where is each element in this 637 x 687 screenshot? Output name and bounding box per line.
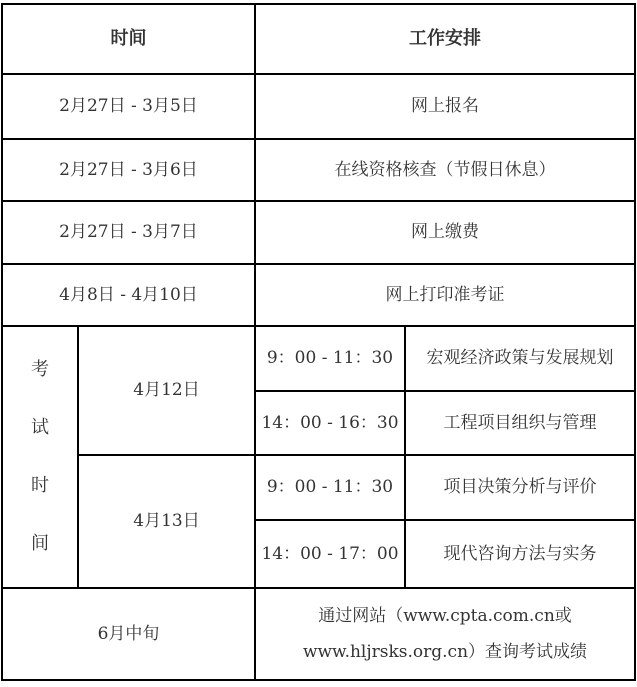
session-subject: 项目决策分析与评价 — [405, 455, 635, 520]
row-task: 网上缴费 — [255, 201, 635, 264]
exam-time-label — [2, 326, 78, 588]
table-row — [2, 201, 635, 264]
row-task: 网上打印准考证 — [255, 264, 635, 326]
exam-label-char: 试 — [31, 417, 49, 438]
schedule-table — [1, 3, 636, 681]
session-subject: 宏观经济政策与发展规划 — [405, 326, 635, 391]
result-time: 6月中旬 — [2, 588, 255, 680]
exam-label-char: 间 — [31, 533, 49, 554]
header-time: 时间 — [2, 4, 255, 74]
row-task: 网上报名 — [255, 74, 635, 139]
table-row — [2, 139, 635, 201]
row-time: 2月27日 - 3月5日 — [2, 74, 255, 139]
result-task-line: www.hljrsks.org.cn）查询考试成绩 — [302, 642, 588, 662]
exam-date: 4月13日 — [78, 455, 255, 588]
table-header-row — [2, 4, 635, 74]
session-time: 9：00 - 11：30 — [255, 326, 405, 391]
result-task — [255, 588, 635, 680]
header-arrangement: 工作安排 — [255, 4, 635, 74]
table-row — [2, 264, 635, 326]
exam-date: 4月12日 — [78, 326, 255, 455]
session-time: 14：00 - 16：30 — [255, 391, 405, 455]
row-time: 2月27日 - 3月6日 — [2, 139, 255, 201]
row-task: 在线资格核查（节假日休息） — [255, 139, 635, 201]
exam-row — [2, 326, 635, 391]
session-time: 9：00 - 11：30 — [255, 455, 405, 520]
session-subject: 工程项目组织与管理 — [405, 391, 635, 455]
result-task-line: 通过网站（www.cpta.com.cn或 — [318, 606, 572, 626]
row-time: 2月27日 - 3月7日 — [2, 201, 255, 264]
table-row — [2, 588, 635, 680]
exam-label-char: 时 — [31, 475, 49, 496]
exam-row — [2, 455, 635, 520]
session-subject: 现代咨询方法与实务 — [405, 520, 635, 588]
table-row — [2, 74, 635, 139]
row-time: 4月8日 - 4月10日 — [2, 264, 255, 326]
exam-label-char: 考 — [31, 359, 49, 380]
session-time: 14：00 - 17：00 — [255, 520, 405, 588]
